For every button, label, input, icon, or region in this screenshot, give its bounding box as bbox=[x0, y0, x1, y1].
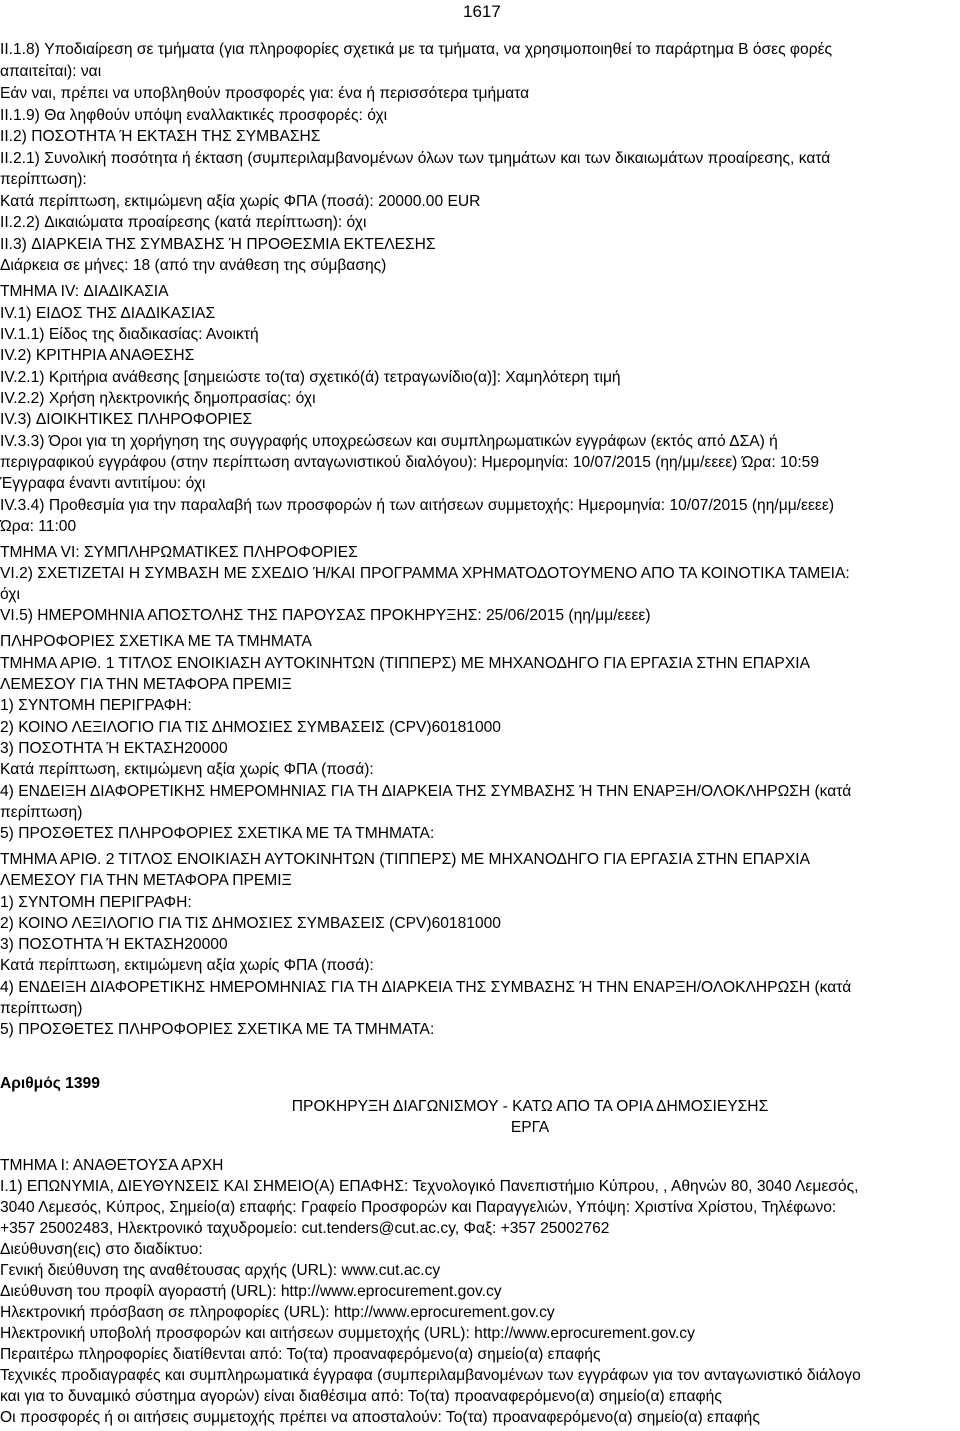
document-line: 1) ΣΥΝΤΟΜΗ ΠΕΡΙΓΡΑΦΗ: bbox=[0, 894, 192, 911]
document-line: IV.1.1) Είδος της διαδικασίας: Ανοικτή bbox=[0, 326, 259, 343]
document-line: 2) ΚΟΙΝΟ ΛΕΞΙΛΟΓΙΟ ΓΙΑ ΤΙΣ ΔΗΜΟΣΙΕΣ ΣΥΜΒΑΣΕΙΣ (CPV)60181000 bbox=[0, 719, 501, 736]
page-number: 1617 bbox=[463, 2, 501, 21]
document-line: II.1.8) Υποδιαίρεση σε τμήματα (για πληροφορίες σχετικά με τα τμήματα, να χρησιμοποιηθεί το παράρτημα Β όσες φορές bbox=[0, 41, 833, 58]
section-heading: IV.1) ΕΙΔΟΣ ΤΗΣ ΔΙΑΔΙΚΑΣΙΑΣ bbox=[0, 305, 216, 322]
document-line: περίπτωση) bbox=[0, 1000, 83, 1017]
document-line: Κατά περίπτωση, εκτιμώμενη αξία χωρίς ΦΠΑ (ποσά): 20000.00 EUR bbox=[0, 193, 481, 210]
document-line: Ι.1) ΕΠΩΝΥΜΙΑ, ΔΙΕΥΘΥΝΣΕΙΣ ΚΑΙ ΣΗΜΕΙΟ(Α) ΕΠΑΦΗΣ: Τεχνολογικό Πανεπιστήμιο Κύπρου, , Αθηνών 80, 3040 Λεμεσός, bbox=[0, 1178, 859, 1195]
document-line: Οι προσφορές ή οι αιτήσεις συμμετοχής πρέπει να αποσταλούν: Το(τα) προαναφερόμενο(α) σημείο(α) επαφής bbox=[0, 1409, 760, 1426]
document-line: 4) ΕΝΔΕΙΞΗ ΔΙΑΦΟΡΕΤΙΚΗΣ ΗΜΕΡΟΜΗΝΙΑΣ ΓΙΑ ΤΗ ΔΙΑΡΚΕΙΑ ΤΗΣ ΣΥΜΒΑΣΗΣ Ή ΤΗΝ ΕΝΑΡΞΗ/ΟΛΟΚΛΗΡΩΣΗ (κατά bbox=[0, 979, 852, 996]
document-line: Ώρα: 11:00 bbox=[0, 518, 77, 535]
document-line: Γενική διεύθυνση της αναθέτουσας αρχής (URL): www.cut.ac.cy bbox=[0, 1262, 441, 1279]
section-heading: ΤΜΗΜΑ Ι: ΑΝΑΘΕΤΟΥΣΑ ΑΡΧΗ bbox=[0, 1157, 224, 1174]
document-line: 3) ΠΟΣΟΤΗΤΑ Ή ΕΚΤΑΣΗ20000 bbox=[0, 740, 228, 757]
document-line: Έγγραφα έναντι αντιτίμου: όχι bbox=[0, 475, 206, 492]
document-line: 5) ΠΡΟΣΘΕΤΕΣ ΠΛΗΡΟΦΟΡΙΕΣ ΣΧΕΤΙΚΑ ΜΕ ΤΑ ΤΜΗΜΑΤΑ: bbox=[0, 825, 435, 842]
document-line: Περαιτέρω πληροφορίες διατίθενται από: Το(τα) προαναφερόμενο(α) σημείο(α) επαφής bbox=[0, 1346, 601, 1363]
document-line: II.2.1) Συνολική ποσότητα ή έκταση (συμπεριλαμβανομένων όλων των τμημάτων και των δικαιωμάτων προαίρεσης, κατά bbox=[0, 150, 831, 167]
document-line: και για το δυναμικό σύστημα αγορών) είναι διαθέσιμα από: Το(τα) προαναφερόμενο(α) σημείο(α) επαφής bbox=[0, 1388, 722, 1405]
section-heading: IV.2) ΚΡΙΤΗΡΙΑ ΑΝΑΘΕΣΗΣ bbox=[0, 347, 195, 364]
document-line: Εάν ναι, πρέπει να υποβληθούν προσφορές για: ένα ή περισσότερα τμήματα bbox=[0, 85, 530, 102]
document-line: 3040 Λεμεσός, Κύπρος, Σημείο(α) επαφής: Γραφείο Προσφορών και Παραγγελιών, Υπόψη: Χριστίνα Χρίστου, Τηλέφωνο: bbox=[0, 1199, 837, 1216]
section-heading: II.2) ΠΟΣΟΤΗΤΑ Ή ΕΚΤΑΣΗ ΤΗΣ ΣΥΜΒΑΣΗΣ bbox=[0, 128, 321, 145]
document-line: όχι bbox=[0, 586, 20, 603]
section-heading: II.3) ΔΙΑΡΚΕΙΑ ΤΗΣ ΣΥΜΒΑΣΗΣ Ή ΠΡΟΘΕΣΜΙΑ ΕΚΤΕΛΕΣΗΣ bbox=[0, 236, 436, 253]
document-line: Διεύθυνση(εις) στο διαδίκτυο: bbox=[0, 1241, 203, 1258]
document-line: Διεύθυνση του προφίλ αγοραστή (URL): http://www.eprocurement.gov.cy bbox=[0, 1283, 502, 1300]
document-line: ΤΜΗΜΑ ΑΡΙΘ. 1 ΤΙΤΛΟΣ ΕΝΟΙΚΙΑΣΗ ΑΥΤΟΚΙΝΗΤΩΝ (ΤΙΠΠΕΡΣ) ΜΕ ΜΗΧΑΝΟΔΗΓΟ ΓΙΑ ΕΡΓΑΣΙΑ ΣΤΗΝ ΕΠΑΡΧΙΑ bbox=[0, 655, 810, 672]
document-line: Κατά περίπτωση, εκτιμώμενη αξία χωρίς ΦΠΑ (ποσά): bbox=[0, 957, 374, 974]
notice-title: ΕΡΓΑ bbox=[510, 1119, 550, 1136]
section-heading: ΤΜΗΜΑ IV: ΔΙΑΔΙΚΑΣΙΑ bbox=[0, 283, 169, 300]
document-line: VI.2) ΣΧΕΤΙΖΕΤΑΙ Η ΣΥΜΒΑΣΗ ΜΕ ΣΧΕΔΙΟ Ή/ΚΑΙ ΠΡΟΓΡΑΜΜΑ ΧΡΗΜΑΤΟΔΟΤΟΥΜΕΝΟ ΑΠΟ ΤΑ ΚΟΙΝΟΤΙΚΑ ΤΑΜΕΙΑ: bbox=[0, 565, 850, 582]
document-line: περίπτωση) bbox=[0, 804, 83, 821]
document-line: 3) ΠΟΣΟΤΗΤΑ Ή ΕΚΤΑΣΗ20000 bbox=[0, 936, 228, 953]
document-line: Διάρκεια σε μήνες: 18 (από την ανάθεση της σύμβασης) bbox=[0, 257, 387, 274]
document-line: απαιτείται): ναι bbox=[0, 63, 102, 80]
document-line: 4) ΕΝΔΕΙΞΗ ΔΙΑΦΟΡΕΤΙΚΗΣ ΗΜΕΡΟΜΗΝΙΑΣ ΓΙΑ ΤΗ ΔΙΑΡΚΕΙΑ ΤΗΣ ΣΥΜΒΑΣΗΣ Ή ΤΗΝ ΕΝΑΡΞΗ/ΟΛΟΚΛΗΡΩΣΗ (κατά bbox=[0, 783, 852, 800]
document-line: IV.3.4) Προθεσμία για την παραλαβή των προσφορών ή των αιτήσεων συμμετοχής: Ημερομηνία: 10/07/2015 (ηη/μμ/εεεε) bbox=[0, 497, 835, 514]
document-line: IV.2.1) Κριτήρια ανάθεσης [σημειώστε το(τα) σχετικό(ά) τετραγωνίδιο(α)]: Χαμηλότερη τιμή bbox=[0, 369, 621, 386]
document-line: IV.3.3) Όροι για τη χορήγηση της συγγραφής υποχρεώσεων και συμπληρωματικών εγγράφων (εκτός από ΔΣΑ) ή bbox=[0, 433, 778, 450]
section-heading: ΤΜΗΜΑ VI: ΣΥΜΠΛΗΡΩΜΑΤΙΚΕΣ ΠΛΗΡΟΦΟΡΙΕΣ bbox=[0, 544, 358, 561]
notice-title: ΠΡΟΚΗΡΥΞΗ ΔΙΑΓΩΝΙΣΜΟΥ - ΚΑΤΩ ΑΠΟ ΤΑ ΟΡΙΑ ΔΗΜΟΣΙΕΥΣΗΣ bbox=[291, 1098, 769, 1115]
document-line: ΛΕΜΕΣΟΥ ΓΙΑ ΤΗΝ ΜΕΤΑΦΟΡΑ ΠΡΕΜΙΞ bbox=[0, 676, 292, 693]
document-line: Κατά περίπτωση, εκτιμώμενη αξία χωρίς ΦΠΑ (ποσά): bbox=[0, 761, 374, 778]
document-line: VI.5) ΗΜΕΡΟΜΗΝΙΑ ΑΠΟΣΤΟΛΗΣ ΤΗΣ ΠΑΡΟΥΣΑΣ ΠΡΟΚΗΡΥΞΗΣ: 25/06/2015 (ηη/μμ/εεεε) bbox=[0, 607, 651, 624]
section-heading: IV.3) ΔΙΟΙΚΗΤΙΚΕΣ ΠΛΗΡΟΦΟΡΙΕΣ bbox=[0, 411, 253, 428]
document-line: 1) ΣΥΝΤΟΜΗ ΠΕΡΙΓΡΑΦΗ: bbox=[0, 697, 192, 714]
notice-number: Αριθμός 1399 bbox=[0, 1075, 100, 1092]
document-line: 5) ΠΡΟΣΘΕΤΕΣ ΠΛΗΡΟΦΟΡΙΕΣ ΣΧΕΤΙΚΑ ΜΕ ΤΑ ΤΜΗΜΑΤΑ: bbox=[0, 1021, 435, 1038]
document-line: Ηλεκτρονική πρόσβαση σε πληροφορίες (URL): http://www.eprocurement.gov.cy bbox=[0, 1304, 555, 1321]
document-line: IV.2.2) Χρήση ηλεκτρονικής δημοπρασίας: όχι bbox=[0, 390, 316, 407]
section-heading: ΠΛΗΡΟΦΟΡΙΕΣ ΣΧΕΤΙΚΑ ΜΕ ΤΑ ΤΜΗΜΑΤΑ bbox=[0, 633, 312, 650]
document-line: ΛΕΜΕΣΟΥ ΓΙΑ ΤΗΝ ΜΕΤΑΦΟΡΑ ΠΡΕΜΙΞ bbox=[0, 872, 292, 889]
document-line: II.1.9) Θα ληφθούν υπόψη εναλλακτικές προσφορές: όχι bbox=[0, 107, 388, 124]
document-line: II.2.2) Δικαιώματα προαίρεσης (κατά περίπτωση): όχι bbox=[0, 214, 367, 231]
document-line: ΤΜΗΜΑ ΑΡΙΘ. 2 ΤΙΤΛΟΣ ΕΝΟΙΚΙΑΣΗ ΑΥΤΟΚΙΝΗΤΩΝ (ΤΙΠΠΕΡΣ) ΜΕ ΜΗΧΑΝΟΔΗΓΟ ΓΙΑ ΕΡΓΑΣΙΑ ΣΤΗΝ ΕΠΑΡΧΙΑ bbox=[0, 851, 810, 868]
document-line: 2) ΚΟΙΝΟ ΛΕΞΙΛΟΓΙΟ ΓΙΑ ΤΙΣ ΔΗΜΟΣΙΕΣ ΣΥΜΒΑΣΕΙΣ (CPV)60181000 bbox=[0, 915, 501, 932]
document-line: περιγραφικού εγγράφου (στην περίπτωση ανταγωνιστικού διαλόγου): Ημερομηνία: 10/07/2015 (ηη/μμ/εεεε) Ώρα: 10:59 bbox=[0, 454, 820, 471]
document-line: +357 25002483, Ηλεκτρονικό ταχυδρομείο: cut.tenders@cut.ac.cy, Φαξ: +357 25002762 bbox=[0, 1220, 610, 1237]
document-line: Ηλεκτρονική υποβολή προσφορών και αιτήσεων συμμετοχής (URL): http://www.eprocurement.gov.cy bbox=[0, 1325, 695, 1342]
document-line: Τεχνικές προδιαγραφές και συμπληρωματικά έγγραφα (συμπεριλαμβανομένων των εγγράφων για τον ανταγωνιστικό διάλογο bbox=[0, 1367, 861, 1384]
document-line: περίπτωση): bbox=[0, 171, 87, 188]
